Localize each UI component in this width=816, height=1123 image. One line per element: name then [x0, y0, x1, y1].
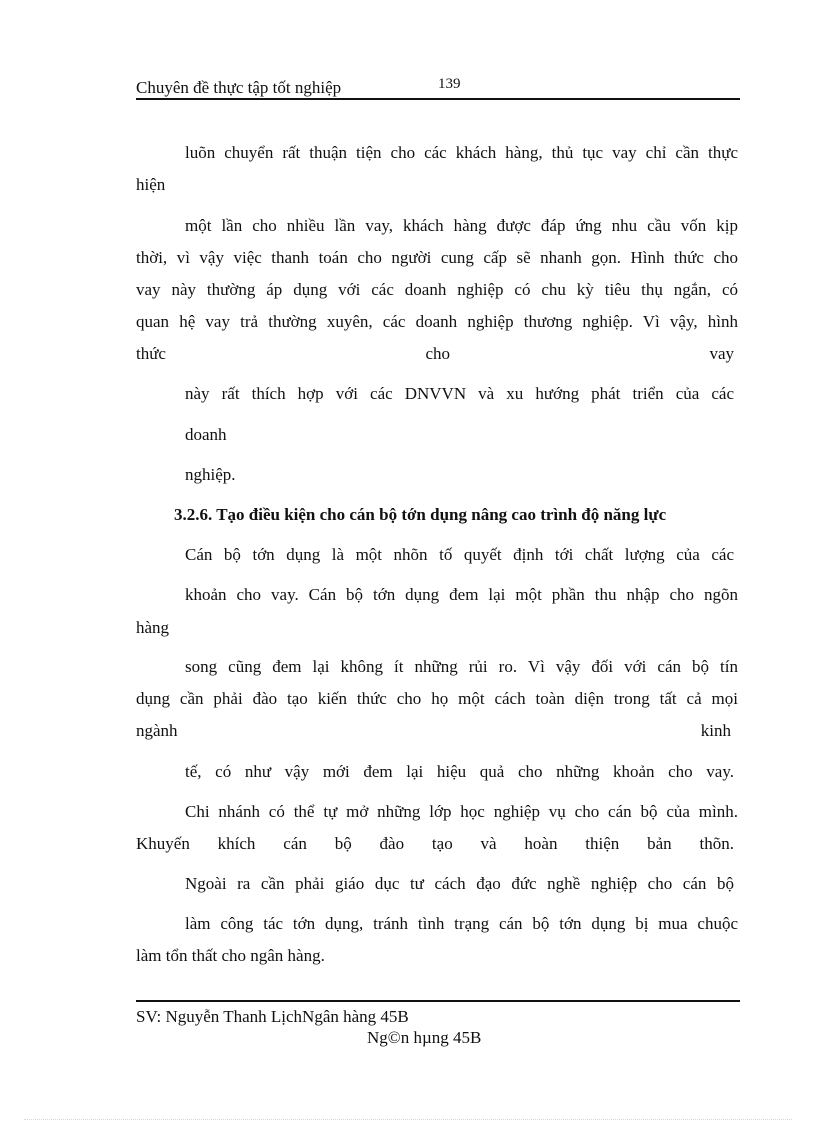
body-line: nghiệp. [185, 465, 236, 484]
page-header [136, 76, 740, 98]
body-line: Khuyến khích cán bộ đào tạo và hoàn thiện bản thõn. [136, 834, 734, 853]
header-rule [136, 98, 740, 100]
body-line: luõn chuyển rất thuận tiện cho các khách hàng, thủ tục vay chỉ cần thực [185, 143, 738, 162]
body-line: hàng [136, 618, 170, 637]
page-number: 139 [438, 76, 461, 92]
body-line: thời, vì vậy việc thanh toán cho người cung cấp sẽ nhanh gọn. Hình thức cho [136, 248, 738, 267]
footer-department: Ng©n hµng 45B [367, 1028, 482, 1047]
body-line: làm tổn thất cho ngân hàng. [136, 946, 325, 965]
body-line: Cán bộ tớn dụng là một nhõn tố quyết định tới chất lượng của các [185, 545, 734, 564]
body-line: Chi nhánh có thể tự mở những lớp học nghiệp vụ cho cán bộ của mình. [185, 802, 738, 821]
body-line: khoản cho vay. Cán bộ tớn dụng đem lại một phần thu nhập cho ngõn [185, 585, 738, 604]
footer-student-name: SV: Nguyễn Thanh LịchNgân hàng 45B [136, 1007, 409, 1026]
section-heading: 3.2.6. Tạo điều kiện cho cán bộ tớn dụng nâng cao trình độ năng lực [174, 505, 667, 524]
body-line: ngành kinh [136, 721, 731, 740]
body-line: thức cho vay [136, 344, 734, 363]
footer-rule [136, 1000, 740, 1002]
body-line: doanh [185, 425, 227, 444]
body-line: Ngoài ra cần phải giáo dục tư cách đạo đức nghề nghiệp cho cán bộ [185, 874, 734, 893]
body-line: song cũng đem lại không ít những rủi ro. Vì vậy đối với cán bộ tín [185, 657, 738, 676]
body-line: quan hệ vay trả thường xuyên, các doanh nghiệp thương nghiệp. Vì vậy, hình [136, 312, 738, 331]
body-line: hiện [136, 175, 166, 194]
document-title: Chuyên đề thực tập tốt nghiệp [136, 78, 342, 97]
body-line: làm công tác tớn dụng, tránh tình trạng cán bộ tớn dụng bị mua chuộc [185, 914, 738, 933]
body-line: tế, có như vậy mới đem lại hiệu quả cho những khoản cho vay. [185, 762, 734, 781]
body-line: một lần cho nhiều lần vay, khách hàng được đáp ứng nhu cầu vốn kịp [185, 216, 738, 235]
page-bottom-dotted-border [24, 1119, 792, 1120]
body-line: này rất thích hợp với các DNVVN và xu hướng phát triển của các [185, 384, 734, 403]
body-line: dụng cần phải đào tạo kiến thức cho họ một cách toàn diện trong tất cả mọi [136, 689, 738, 708]
body-line: vay này thường áp dụng với các doanh nghiệp có chu kỳ tiêu thụ ngắn, có [136, 280, 738, 299]
